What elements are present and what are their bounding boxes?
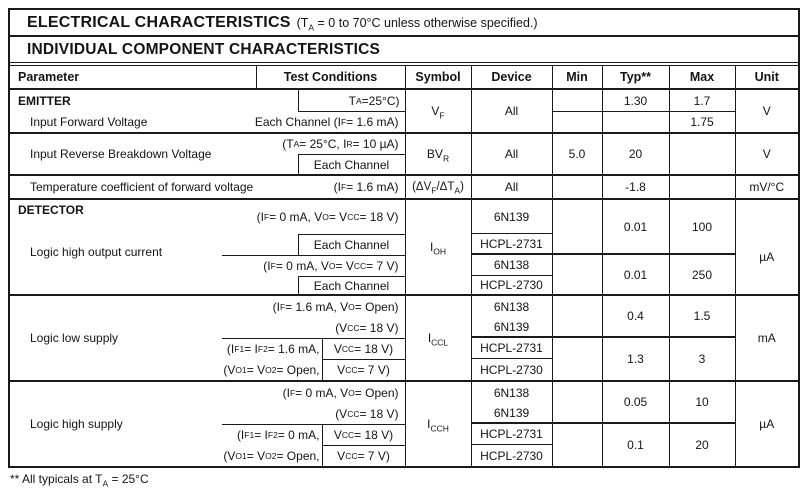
iccl-unit: mA bbox=[735, 295, 798, 381]
typicals-footnote: ** All typicals at $T_A = 25^\circ C$ bbox=[10, 472, 149, 489]
icch-device-cell bbox=[471, 381, 552, 466]
device: 6N139 bbox=[472, 403, 552, 424]
ioh-min bbox=[552, 199, 602, 295]
tempco-device: All bbox=[471, 175, 552, 199]
ioh-device-cell bbox=[471, 199, 552, 295]
iccl-cond3: (I F1 = I F2 = 1.6 mA, V CC = 18 V) bbox=[190, 338, 405, 359]
iccl-device-cell bbox=[471, 295, 552, 381]
title-condition-note: ($T_A = 0$ to 70°C unless otherwise specified.) bbox=[296, 15, 538, 32]
col-header-device: Device bbox=[471, 66, 552, 89]
icch-parameter-label: Logic high supply bbox=[30, 417, 123, 431]
device: HCPL-2730 bbox=[480, 448, 543, 463]
tempco-min bbox=[552, 175, 602, 199]
bvr-device: All bbox=[471, 133, 552, 175]
device: 6N139 bbox=[472, 200, 552, 234]
tempco-symbol: $(\Delta V_F/\Delta T_A)$ bbox=[405, 175, 471, 199]
vf-max: 1.7 1.75 bbox=[669, 89, 735, 133]
ioh-max: 100 250 bbox=[669, 199, 735, 295]
col-header-symbol: Symbol bbox=[405, 66, 471, 89]
bvr-typ: 20 bbox=[602, 133, 669, 175]
iccl-max: 1.5 3 bbox=[669, 295, 735, 381]
tempco-max bbox=[669, 175, 735, 199]
iccl-typ: 0.4 1.3 bbox=[602, 295, 669, 381]
title-electrical-characteristics bbox=[10, 10, 798, 37]
param-cell-vf bbox=[10, 89, 405, 133]
bvr-unit: V bbox=[735, 133, 798, 175]
detector-section-label: DETECTOR bbox=[18, 203, 84, 217]
bvr-cond-box: Each Channel bbox=[298, 154, 405, 174]
param-cell-iccl bbox=[10, 295, 405, 381]
param-cell-bvr bbox=[10, 133, 405, 175]
table-frame bbox=[8, 8, 800, 468]
header-parameter-cell bbox=[10, 66, 405, 89]
vf-cond-box: T A =25°C) bbox=[298, 90, 405, 112]
vf-parameter-label: Input Forward Voltage bbox=[30, 115, 148, 129]
param-cell-ioh bbox=[10, 199, 405, 295]
row-input-reverse-breakdown bbox=[10, 133, 798, 175]
icch-cond1: (I F = 0 mA, V O = Open) bbox=[282, 385, 399, 400]
bvr-max bbox=[669, 133, 735, 175]
icch-cond2: (V CC = 18 V) bbox=[335, 406, 399, 421]
tempco-parameter-label: Temperature coefficient of forward voltage bbox=[30, 180, 254, 194]
icch-unit: µA bbox=[735, 381, 798, 466]
header-row bbox=[10, 66, 798, 89]
icch-cond4: (V O1 = V O2 = Open, V CC = 7 V) bbox=[190, 445, 405, 466]
ioh-cond4-box: Each Channel bbox=[298, 276, 405, 294]
device: 6N138 bbox=[493, 385, 530, 400]
characteristics-table bbox=[10, 66, 798, 466]
title-main: ELECTRICAL CHARACTERISTICS bbox=[27, 13, 291, 31]
iccl-cond1: (I F = 1.6 mA, V O = Open) bbox=[272, 299, 399, 314]
device: HCPL-2731 bbox=[472, 338, 552, 359]
row-logic-high-supply bbox=[10, 381, 798, 466]
row-logic-low-supply bbox=[10, 295, 798, 381]
icch-cond3: (I F1 = I F2 = 0 mA, V CC = 18 V) bbox=[190, 424, 405, 445]
vf-cond-line: Each Channel (I F = 1.6 mA) bbox=[254, 115, 399, 129]
iccl-cond4: (V O1 = V O2 = Open, V CC = 7 V) bbox=[190, 359, 405, 380]
vf-min bbox=[552, 89, 602, 133]
ioh-typ: 0.01 0.01 bbox=[602, 199, 669, 295]
vf-typ: 1.30 bbox=[602, 89, 669, 133]
icch-symbol: $I_{CCH}$ bbox=[405, 381, 471, 466]
bvr-min: 5.0 bbox=[552, 133, 602, 175]
iccl-min bbox=[552, 295, 602, 381]
ioh-cond2-box: Each Channel bbox=[298, 234, 405, 255]
col-header-unit: Unit bbox=[735, 66, 798, 89]
col-header-typ: Typ** bbox=[602, 66, 669, 89]
row-input-forward-voltage bbox=[10, 89, 798, 133]
ioh-cond1: (I F = 0 mA, V O = V CC = 18 V) bbox=[256, 210, 399, 224]
device: 6N138 bbox=[472, 255, 552, 276]
vf-symbol: $V_F$ bbox=[405, 89, 471, 133]
device: HCPL-2730 bbox=[480, 362, 543, 377]
tempco-cond: (I F = 1.6 mA) bbox=[333, 180, 399, 194]
row-temp-coefficient bbox=[10, 175, 798, 199]
device: 6N138 bbox=[493, 299, 530, 314]
device: HCPL-2730 bbox=[480, 278, 543, 292]
bvr-symbol: $BV_R$ bbox=[405, 133, 471, 175]
icch-min bbox=[552, 381, 602, 466]
iccl-parameter-label: Logic low supply bbox=[30, 331, 119, 345]
device: HCPL-2731 bbox=[472, 424, 552, 445]
iccl-cond4-box: V CC = 7 V) bbox=[322, 359, 405, 380]
vf-device: All bbox=[471, 89, 552, 133]
ioh-parameter-label: Logic high output current bbox=[30, 245, 163, 259]
iccl-symbol: $I_{CCL}$ bbox=[405, 295, 471, 381]
title-individual-component: INDIVIDUAL COMPONENT CHARACTERISTICS bbox=[10, 37, 798, 66]
icch-typ: 0.05 0.1 bbox=[602, 381, 669, 466]
emitter-section-label: EMITTER bbox=[18, 94, 71, 108]
col-header-test-conditions: Test Conditions bbox=[256, 66, 405, 88]
tempco-unit: mV/°C bbox=[735, 175, 798, 199]
icch-max: 10 20 bbox=[669, 381, 735, 466]
vf-unit: V bbox=[735, 89, 798, 133]
iccl-cond3-box: V CC = 18 V) bbox=[322, 338, 405, 359]
ioh-symbol: $I_{OH}$ bbox=[405, 199, 471, 295]
bvr-parameter-label: Input Reverse Breakdown Voltage bbox=[30, 147, 212, 161]
param-cell-tempco bbox=[10, 175, 405, 199]
row-logic-high-output-current bbox=[10, 199, 798, 295]
device: HCPL-2731 bbox=[472, 234, 552, 255]
ioh-unit: µA bbox=[735, 199, 798, 295]
bvr-cond-line: (T A = 25°C, I R = 10 µA) bbox=[282, 137, 399, 151]
param-cell-icch bbox=[10, 381, 405, 466]
iccl-cond2: (V CC = 18 V) bbox=[335, 320, 399, 335]
col-header-min: Min bbox=[552, 66, 602, 89]
ioh-cond3: (I F = 0 mA, V O = V CC = 7 V) bbox=[190, 255, 405, 276]
col-header-parameter: Parameter bbox=[18, 70, 80, 84]
device: 6N139 bbox=[472, 317, 552, 338]
tempco-typ: -1.8 bbox=[602, 175, 669, 199]
icch-cond3-box: V CC = 18 V) bbox=[322, 424, 405, 445]
col-header-max: Max bbox=[669, 66, 735, 89]
icch-cond4-box: V CC = 7 V) bbox=[322, 445, 405, 466]
